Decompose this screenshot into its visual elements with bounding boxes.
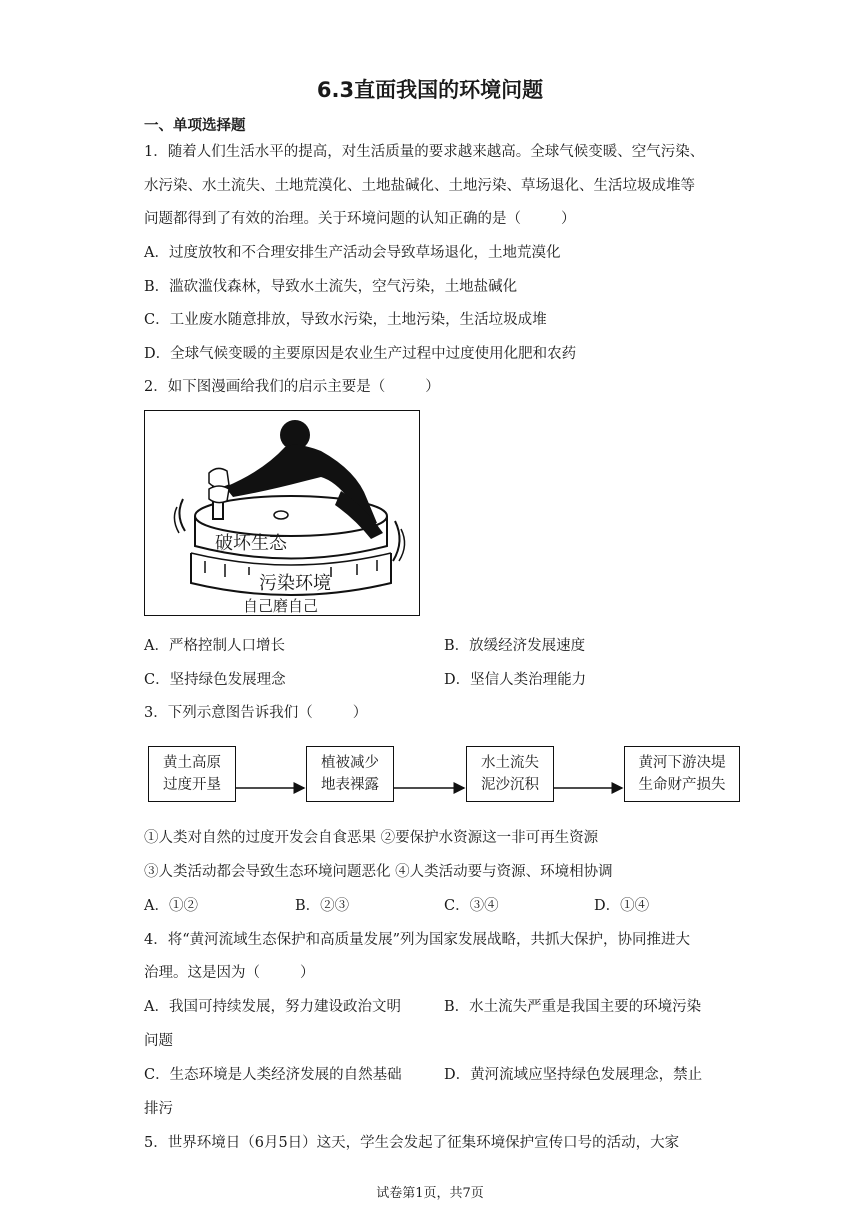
q2-option-a[interactable]: A．严格控制人口增长 xyxy=(144,638,285,654)
flow-box-3: 水土流失 泥沙沉积 xyxy=(466,746,554,802)
q1-stem-line-2: 水污染、水土流失、土地荒漠化、土地盐碱化、土地污染、草场退化、生活垃圾成堆等 xyxy=(144,178,695,194)
q1-stem-line-3: 问题都得到了有效的治理。关于环境问题的认知正确的是（ ） xyxy=(144,211,576,227)
q2-option-c[interactable]: C．坚持绿色发展理念 xyxy=(144,672,286,688)
q3-option-d[interactable]: D．①④ xyxy=(594,898,650,914)
q3-statements-line-2: ③人类活动都会导致生态环境问题恶化 ④人类活动要与资源、环境相协调 xyxy=(144,864,613,880)
flow-arrows xyxy=(144,742,744,806)
q2-option-d[interactable]: D．坚信人类治理能力 xyxy=(444,672,587,688)
cartoon-figure-label: 人类 xyxy=(323,433,333,454)
q4-option-d-continued: 排污 xyxy=(144,1101,173,1117)
cartoon-bottom-text: 污染环境 xyxy=(259,573,331,594)
q1-option-a[interactable]: A．过度放牧和不合理安排生产活动会导致草场退化，土地荒漠化 xyxy=(144,245,561,261)
flow-box-4: 黄河下游决堤 生命财产损失 xyxy=(624,746,740,802)
q4-option-a[interactable]: A．我国可持续发展，努力建设政治文明 xyxy=(144,999,401,1015)
q2-stem: 2．如下图漫画给我们的启示主要是（ ） xyxy=(144,379,440,395)
q1-option-b[interactable]: B．滥砍滥伐森林，导致水土流失，空气污染，土地盐碱化 xyxy=(144,279,518,295)
page-footer: 试卷第1页，共7页 xyxy=(376,1186,484,1201)
flow-box-1: 黄土高原 过度开垦 xyxy=(148,746,236,802)
q5-stem-line-1: 5．世界环境日（6月5日）这天，学生会发起了征集环境保护宣传口号的活动，大家 xyxy=(144,1135,680,1151)
q4-stem-line-2: 治理。这是因为（ ） xyxy=(144,965,315,981)
q3-statements-line-1: ①人类对自然的过度开发会自食恶果 ②要保护水资源这一非可再生资源 xyxy=(144,830,599,846)
cartoon-caption: 自己磨自己 xyxy=(243,597,319,615)
q1-option-d[interactable]: D．全球气候变暖的主要原因是农业生产过程中过度使用化肥和农药 xyxy=(144,346,577,362)
q3-option-a[interactable]: A．①② xyxy=(144,898,198,914)
q1-option-c[interactable]: C．工业废水随意排放，导致水污染，土地污染，生活垃圾成堆 xyxy=(144,312,547,328)
q3-stem: 3．下列示意图告诉我们（ ） xyxy=(144,705,368,721)
q4-option-b-continued: 问题 xyxy=(144,1033,173,1049)
q3-option-b[interactable]: B．②③ xyxy=(295,898,350,914)
section-heading: 一、单项选择题 xyxy=(144,118,246,134)
q4-stem-line-1: 4．将“黄河流域生态保护和高质量发展”列为国家发展战略，共抓大保护，协同推进大 xyxy=(144,932,691,948)
q1-stem-line-1: 1．随着人们生活水平的提高，对生活质量的要求越来越高。全球气候变暖、空气污染、 xyxy=(144,144,705,160)
q4-option-b[interactable]: B．水土流失严重是我国主要的环境污染 xyxy=(444,999,702,1015)
q2-option-b[interactable]: B．放缓经济发展速度 xyxy=(444,638,586,654)
flow-diagram xyxy=(144,742,744,806)
cartoon-figure xyxy=(144,410,420,616)
q4-option-c[interactable]: C．生态环境是人类经济发展的自然基础 xyxy=(144,1067,402,1083)
page-title: 6.3直面我国的环境问题 xyxy=(316,78,544,102)
flow-box-2: 植被减少 地表裸露 xyxy=(306,746,394,802)
q4-option-d[interactable]: D．黄河流域应坚持绿色发展理念，禁止 xyxy=(444,1067,703,1083)
cartoon-top-text: 破坏生态 xyxy=(215,533,287,554)
q3-option-c[interactable]: C．③④ xyxy=(444,898,499,914)
